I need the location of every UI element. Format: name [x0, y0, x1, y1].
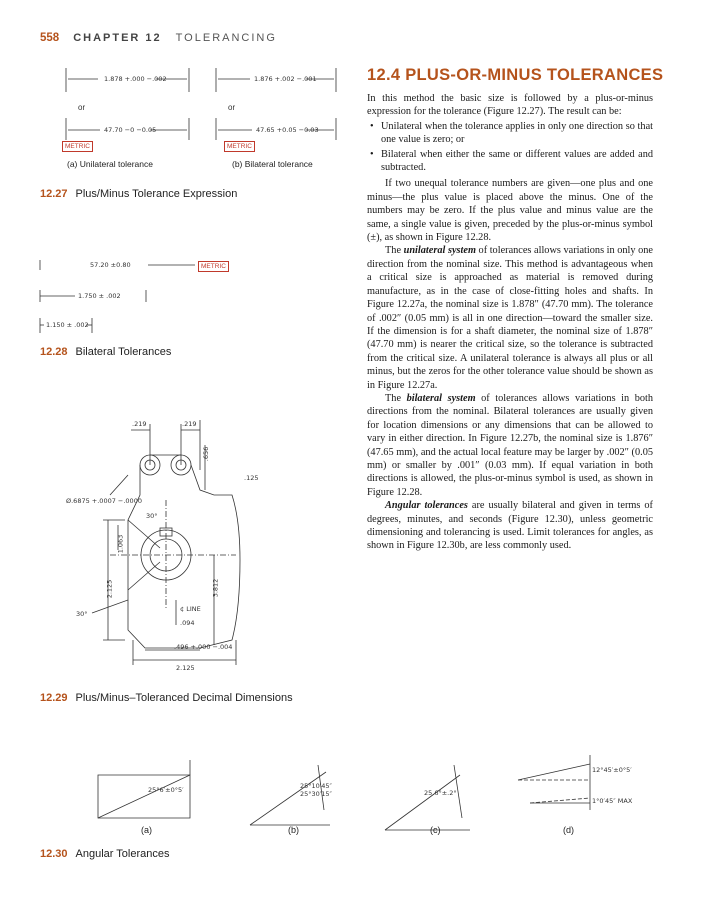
- fig28-caption-text: Bilateral Tolerances: [75, 346, 172, 358]
- fig27-caption-number: 12.27: [40, 188, 68, 200]
- page-number: 558: [40, 32, 60, 44]
- paragraph-bilateral-text: of tolerances allows variations in both directions from the nominal. Bilateral tolerances are usually given for location dimensions or any dimensions that can be allowed to vary in either direction. In Figure 12.27b, the nominal size is 1.876″ (47.65 mm), and the actual local feature may be larger by .002″ (0.05 mm) or smaller by .001″ (0.03 mm). If equal variation in both directions is allowed, the plus-or-minus symbol is used, as shown in Figure 12.28.: [367, 392, 653, 498]
- list-item-unilateral: • Unilateral when the tolerance applies in only one direction so that one value is zero; or: [367, 120, 653, 147]
- fig29-dim-diameter: Ø.6875 +.0007 −.0000: [66, 497, 142, 505]
- paragraph-unilateral-lead: The: [385, 245, 404, 257]
- fig30a-value: 25°6′±0°5′: [148, 786, 184, 794]
- fig29-dim-2125-horizontal: 2.125: [176, 664, 195, 672]
- fig30d-value-lower: 1°0′45″ MAX: [592, 797, 633, 805]
- fig28-caption: [40, 346, 171, 358]
- fig30-caption-number: 12.30: [40, 848, 68, 860]
- fig30d-label: (d): [563, 825, 574, 835]
- fig27-caption-text: Plus/Minus Tolerance Expression: [75, 188, 238, 200]
- fig28-dim-2: 1.750 ± .002: [78, 292, 121, 300]
- fig29-dim-094: .094: [180, 619, 195, 627]
- chapter-title: TOLERANCING: [175, 32, 277, 44]
- paragraph-unequal-values: If two unequal tolerance numbers are given—one plus and one minus—the plus value is placed above the minus. One of the numbers may be zero. If the plus value and minus value are the same, a single value is given, preceded by the plus-or-minus symbol (±), as shown in Figure 12.28.: [367, 178, 653, 244]
- tolerance-type-list: [367, 120, 653, 175]
- fig30b-value-lower: 25°30′15″: [300, 790, 332, 798]
- fig27b-metric-badge: METRIC: [224, 141, 255, 152]
- fig28-caption-number: 12.28: [40, 346, 68, 358]
- fig30a-label: (a): [141, 825, 152, 835]
- fig29-caption: [40, 692, 293, 704]
- term-angular-tolerances: Angular tolerances: [385, 500, 468, 512]
- fig27a-mm-dim: 47.70 −0 −0.05: [104, 126, 157, 134]
- term-bilateral-system: bilateral system: [406, 392, 476, 404]
- fig28-dim-3: 1.150 ± .002: [46, 321, 89, 329]
- chapter-label: CHAPTER 12: [73, 32, 162, 44]
- fig29-dim-219-left: .219: [132, 420, 147, 428]
- fig29-dim-656: .656: [202, 446, 211, 462]
- fig30b-value-upper: 25°10′45″: [300, 782, 332, 790]
- fig29-dim-30-top: 30°: [146, 512, 158, 520]
- term-unilateral-system: unilateral system: [403, 245, 476, 257]
- fig30-caption: [40, 848, 170, 860]
- list-item-bilateral: • Bilateral when either the same or different values are added and subtracted.: [367, 148, 653, 175]
- fig30c-label: (c): [430, 825, 441, 835]
- fig29-caption-text: Plus/Minus–Toleranced Decimal Dimensions: [75, 692, 293, 704]
- fig29-caption-number: 12.29: [40, 692, 68, 704]
- fig29-centerline-label: ¢ LINE: [180, 605, 201, 613]
- fig27a-inch-dim: 1.878 +.000 −.002: [104, 75, 167, 83]
- fig27b-subcaption: (b) Bilateral tolerance: [232, 159, 313, 169]
- paragraph-unilateral: [367, 244, 653, 391]
- section-title: 12.4 PLUS-OR-MINUS TOLERANCES: [367, 66, 664, 84]
- fig27a-metric-badge: METRIC: [62, 141, 93, 152]
- fig30c-value: 25.6°±.2°: [424, 789, 457, 797]
- fig27a-or: or: [78, 103, 86, 112]
- paragraph-intro: In this method the basic size is followed by a plus-or-minus expression for the tolerance (Figure 12.27). The result can be:: [367, 93, 653, 118]
- fig30b-label: (b): [288, 825, 299, 835]
- fig28-dim-1: 57.20 ±0.80: [90, 261, 131, 269]
- fig29-dim-125: .125: [244, 474, 259, 482]
- fig29-dim-496: .496 +.000 −.004: [174, 643, 233, 651]
- fig29-part-drawing: [92, 420, 240, 665]
- fig29-dim-2125-vertical: 2.125: [105, 579, 114, 599]
- fig29-dim-30-bottom: 30°: [76, 610, 88, 618]
- paragraph-unilateral-text: of tolerances allows variations in only one direction from the nominal size. This method is advantageous when a critical size is approached as material is removed during manufacture, as in the case of close-fitting holes and shafts. In Figure 12.27a, the nominal size is 1.878″ (47.70 mm). The tolerance of .002″ (0.05 mm) is all in one direction—toward the smaller size. If the dimension is for a shaft diameter, the nominal size of 1.878″ (47.70 mm) is nearer the critical size, so the tolerance is subtracted from the critical size. A unilateral tolerance is always all plus or all minus, but the zeros for the other tolerance value should be shown as in Figure 12.27a.: [367, 245, 653, 391]
- fig28-metric-badge: METRIC: [198, 261, 229, 272]
- fig27a-subcaption: (a) Unilateral tolerance: [67, 159, 153, 169]
- paragraph-angular-text: are usually bilateral and given in terms of degrees, minutes, and seconds (Figure 12.30), unless geometric dimensioning and tolerancing is used. Limit tolerances for angles, as shown in Figure 12.30b, are less commonly used.: [367, 500, 653, 552]
- paragraph-bilateral: [367, 392, 653, 499]
- fig27b-inch-dim: 1.876 +.002 −.001: [254, 75, 317, 83]
- fig27b-or: or: [228, 103, 236, 112]
- fig29-dim-219-right: .219: [182, 420, 197, 428]
- body-text: [367, 92, 653, 553]
- fig27-caption: [40, 188, 237, 200]
- fig29-dim-1063: 1.063: [116, 534, 125, 554]
- fig27b-mm-dim: 47.65 +0.05 −0.03: [256, 126, 319, 134]
- paragraph-bilateral-lead: The: [385, 392, 407, 404]
- fig29-dim-3812: 3.812: [211, 578, 220, 598]
- paragraph-angular: [367, 499, 653, 553]
- fig30-caption-text: Angular Tolerances: [75, 848, 170, 860]
- fig30d-value-upper: 12°45′±0°5′: [592, 766, 632, 774]
